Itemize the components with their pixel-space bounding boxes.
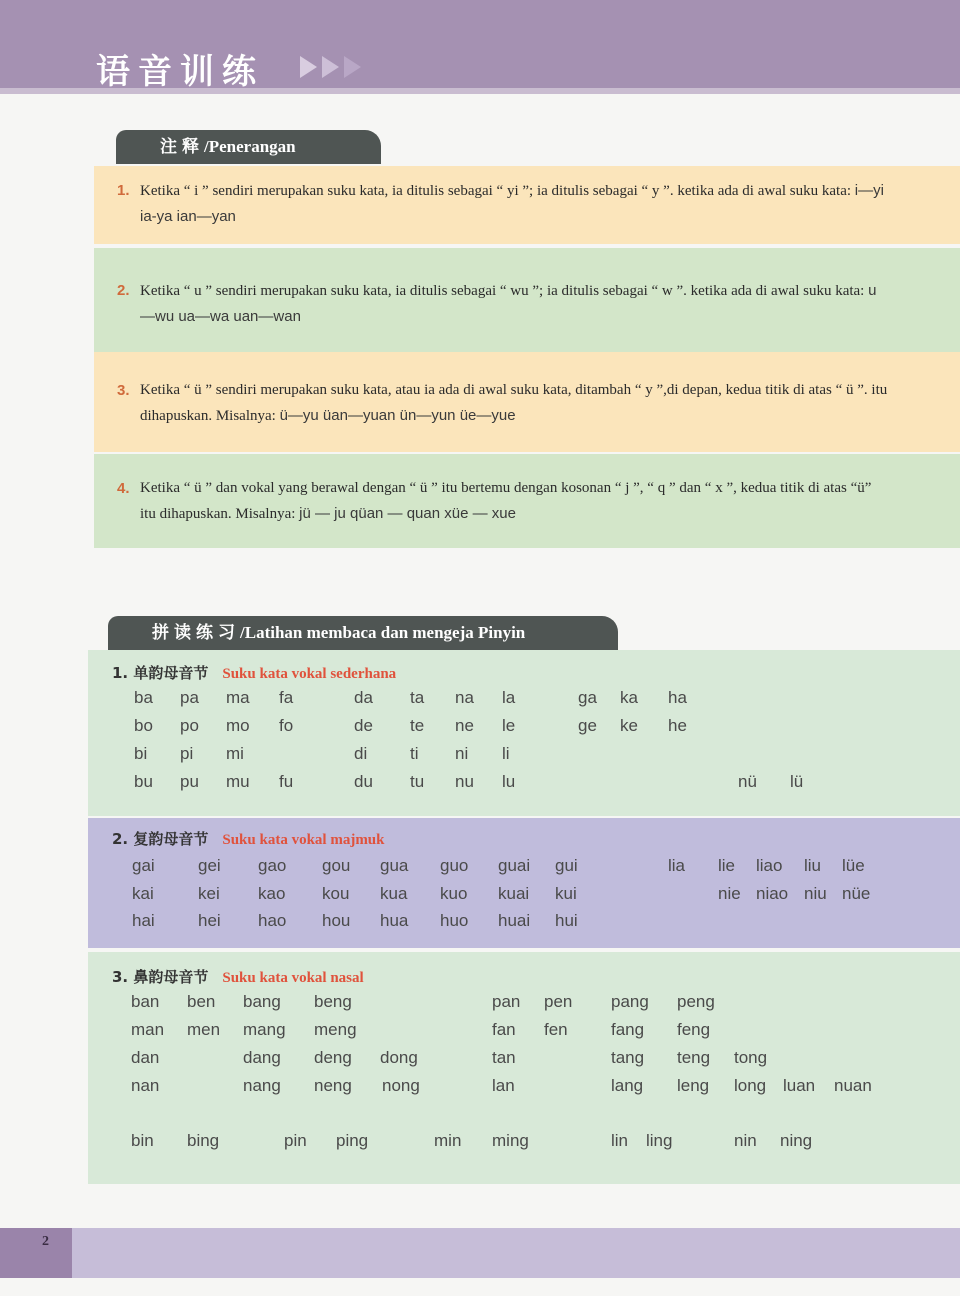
syllable: li bbox=[502, 744, 510, 763]
syllable: bi bbox=[134, 744, 148, 763]
syllable: lan bbox=[492, 1076, 515, 1095]
syllable: ba bbox=[134, 688, 153, 707]
section-heading: 2. 复韵母音节 Suku kata vokal majmuk bbox=[112, 830, 385, 848]
syllable: ming bbox=[492, 1131, 529, 1150]
syllable: hou bbox=[322, 911, 351, 930]
syllable: lie bbox=[718, 856, 736, 875]
syllable: mo bbox=[226, 716, 250, 735]
syllable: fa bbox=[279, 688, 294, 707]
practice-tab-id: Latihan membaca dan mengeja Pinyin bbox=[244, 623, 526, 642]
syllable: lü bbox=[790, 772, 804, 791]
syllable: peng bbox=[677, 992, 715, 1011]
section-heading: 1. 单韵母音节 Suku kata vokal sederhana bbox=[112, 664, 397, 682]
syllable: gou bbox=[322, 856, 351, 875]
note-text: Ketika “ i ” sendiri merupakan suku kata, ia ditulis sebagai “ yi ”; ia ditulis sebagai “ y ”. ketika ada di awal suku kata: bbox=[140, 183, 855, 199]
syllable: ta bbox=[410, 688, 425, 707]
syllable: pu bbox=[180, 772, 199, 791]
syllable: man bbox=[131, 1020, 165, 1039]
syllable: ben bbox=[187, 992, 216, 1011]
syllable: mang bbox=[243, 1020, 286, 1039]
syllable: bang bbox=[243, 992, 281, 1011]
syllable: kai bbox=[132, 884, 154, 903]
notes-tab bbox=[116, 130, 381, 164]
syllable: ke bbox=[620, 716, 638, 735]
syllable: tong bbox=[734, 1048, 768, 1067]
syllable: pen bbox=[544, 992, 573, 1011]
section-heading: 3. 鼻韵母音节 Suku kata vokal nasal bbox=[112, 968, 364, 986]
note-1 bbox=[94, 166, 960, 244]
syllable: hao bbox=[258, 911, 287, 930]
note-examples: ü—yu üan—yuan ün—yun üe—yue bbox=[279, 407, 516, 424]
section-simple-vowels bbox=[88, 650, 960, 816]
practice-tab-zh: 拼读练习 bbox=[152, 623, 240, 643]
note-number: 4. bbox=[117, 480, 130, 497]
syllable: te bbox=[410, 716, 425, 735]
syllable: guai bbox=[498, 856, 531, 875]
triple-arrow-icon bbox=[300, 56, 380, 80]
syllable: liu bbox=[804, 856, 822, 875]
syllable: liao bbox=[756, 856, 783, 875]
syllable: ling bbox=[646, 1131, 673, 1150]
syllable: dong bbox=[380, 1048, 418, 1067]
syllable: kei bbox=[198, 884, 220, 903]
syllable: ka bbox=[620, 688, 638, 707]
syllable: nüe bbox=[842, 884, 871, 903]
syllable: lang bbox=[611, 1076, 644, 1095]
syllable: du bbox=[354, 772, 373, 791]
syllable: lin bbox=[611, 1131, 629, 1150]
syllable: kou bbox=[322, 884, 350, 903]
syllable: di bbox=[354, 744, 368, 763]
note-3 bbox=[94, 352, 960, 452]
syllable: lüe bbox=[842, 856, 865, 875]
syllable: kuai bbox=[498, 884, 530, 903]
syllable: niu bbox=[804, 884, 827, 903]
page-title: 语音训练 bbox=[96, 52, 264, 92]
syllable: teng bbox=[677, 1048, 711, 1067]
syllable: tan bbox=[492, 1048, 516, 1067]
syllable: beng bbox=[314, 992, 352, 1011]
page-number: 2 bbox=[0, 1228, 72, 1278]
syllable: fan bbox=[492, 1020, 516, 1039]
syllable: leng bbox=[677, 1076, 710, 1095]
syllable: huo bbox=[440, 911, 469, 930]
syllable: fu bbox=[279, 772, 294, 791]
syllable: gao bbox=[258, 856, 287, 875]
syllable: nang bbox=[243, 1076, 281, 1095]
syllable: ma bbox=[226, 688, 250, 707]
syllable: ti bbox=[410, 744, 419, 763]
syllable: pang bbox=[611, 992, 649, 1011]
syllable: feng bbox=[677, 1020, 711, 1039]
syllable: nu bbox=[455, 772, 474, 791]
syllable: na bbox=[455, 688, 474, 707]
syllable: pa bbox=[180, 688, 199, 707]
syllable: bin bbox=[131, 1131, 154, 1150]
syllable: po bbox=[180, 716, 199, 735]
syllable: de bbox=[354, 716, 373, 735]
syllable: la bbox=[502, 688, 516, 707]
syllable: ni bbox=[455, 744, 469, 763]
syllable: ha bbox=[668, 688, 687, 707]
syllable: gui bbox=[555, 856, 578, 875]
syllable: hua bbox=[380, 911, 409, 930]
syllable: fang bbox=[611, 1020, 645, 1039]
notes-tab-sep: / bbox=[204, 137, 209, 156]
note-4 bbox=[94, 454, 960, 548]
syllable: ge bbox=[578, 716, 597, 735]
syllable: da bbox=[354, 688, 373, 707]
note-text: Ketika “ ü ” sendiri merupakan suku kata, atau ia ada di awal suku kata, ditambah “ y ”,di depan, kedua titik di atas “ ü ”. itu dihapuskan. Misalnya: bbox=[140, 382, 888, 424]
syllable: gei bbox=[198, 856, 221, 875]
syllable: nan bbox=[131, 1076, 160, 1095]
syllable: dan bbox=[131, 1048, 160, 1067]
syllable: mu bbox=[226, 772, 250, 791]
note-examples: jü — ju qüan — quan xüe — xue bbox=[299, 505, 516, 522]
note-2 bbox=[94, 248, 960, 354]
syllable: tu bbox=[410, 772, 425, 791]
syllable: bu bbox=[134, 772, 153, 791]
syllable: men bbox=[187, 1020, 221, 1039]
syllable: he bbox=[668, 716, 687, 735]
notes-tab-zh: 注释 bbox=[160, 137, 204, 157]
syllable: le bbox=[502, 716, 516, 735]
syllable: deng bbox=[314, 1048, 352, 1067]
note-text: Ketika “ u ” sendiri merupakan suku kata, ia ditulis sebagai “ wu ”; ia ditulis sebagai “ w ”. ketika ada di awal suku kata: bbox=[140, 283, 869, 299]
syllable: mi bbox=[226, 744, 244, 763]
syllable: lia bbox=[668, 856, 686, 875]
syllable: fen bbox=[544, 1020, 568, 1039]
note-number: 1. bbox=[117, 182, 130, 199]
syllable: kao bbox=[258, 884, 286, 903]
syllable: ning bbox=[780, 1131, 813, 1150]
syllable: niao bbox=[756, 884, 789, 903]
notes-tab-id: Penerangan bbox=[208, 137, 296, 156]
note-examples: i—yi ia-ya ian—yan bbox=[140, 182, 884, 225]
syllable: ne bbox=[455, 716, 474, 735]
syllable: tang bbox=[611, 1048, 645, 1067]
syllable: bo bbox=[134, 716, 153, 735]
syllable: lu bbox=[502, 772, 516, 791]
syllable: ga bbox=[578, 688, 597, 707]
syllable: nü bbox=[738, 772, 757, 791]
note-number: 2. bbox=[117, 282, 130, 299]
syllable: gua bbox=[380, 856, 409, 875]
syllable: bing bbox=[187, 1131, 220, 1150]
footer-bar bbox=[0, 1228, 960, 1278]
syllable: kuo bbox=[440, 884, 468, 903]
practice-tab bbox=[108, 616, 618, 650]
note-examples: u—wu ua—wa uan—wan bbox=[140, 282, 877, 325]
syllable: huai bbox=[498, 911, 531, 930]
syllable: hai bbox=[132, 911, 155, 930]
syllable: gai bbox=[132, 856, 155, 875]
syllable: pi bbox=[180, 744, 194, 763]
syllable: nie bbox=[718, 884, 741, 903]
syllable: luan bbox=[783, 1076, 816, 1095]
syllable: ping bbox=[336, 1131, 369, 1150]
syllable: pan bbox=[492, 992, 521, 1011]
syllable: nin bbox=[734, 1131, 757, 1150]
syllable: dang bbox=[243, 1048, 281, 1067]
header-bar bbox=[0, 0, 960, 94]
syllable: nong bbox=[382, 1076, 420, 1095]
practice-tab-sep: / bbox=[240, 623, 245, 642]
note-number: 3. bbox=[117, 382, 130, 399]
syllable: hei bbox=[198, 911, 221, 930]
syllable: min bbox=[434, 1131, 462, 1150]
syllable: kui bbox=[555, 884, 577, 903]
syllable: hui bbox=[555, 911, 578, 930]
syllable: meng bbox=[314, 1020, 357, 1039]
syllable: fo bbox=[279, 716, 294, 735]
note-text: Ketika “ ü ” dan vokal yang berawal dengan “ ü ” itu bertemu dengan kosonan “ j ”, “ q ” dan “ x ”, kedua titik di atas “ü” itu dihapuskan. Misalnya: bbox=[140, 480, 872, 522]
syllable: neng bbox=[314, 1076, 352, 1095]
syllable: long bbox=[734, 1076, 767, 1095]
syllable: nuan bbox=[834, 1076, 872, 1095]
syllable: guo bbox=[440, 856, 469, 875]
syllable: pin bbox=[284, 1131, 307, 1150]
syllable: kua bbox=[380, 884, 408, 903]
syllable: ban bbox=[131, 992, 160, 1011]
